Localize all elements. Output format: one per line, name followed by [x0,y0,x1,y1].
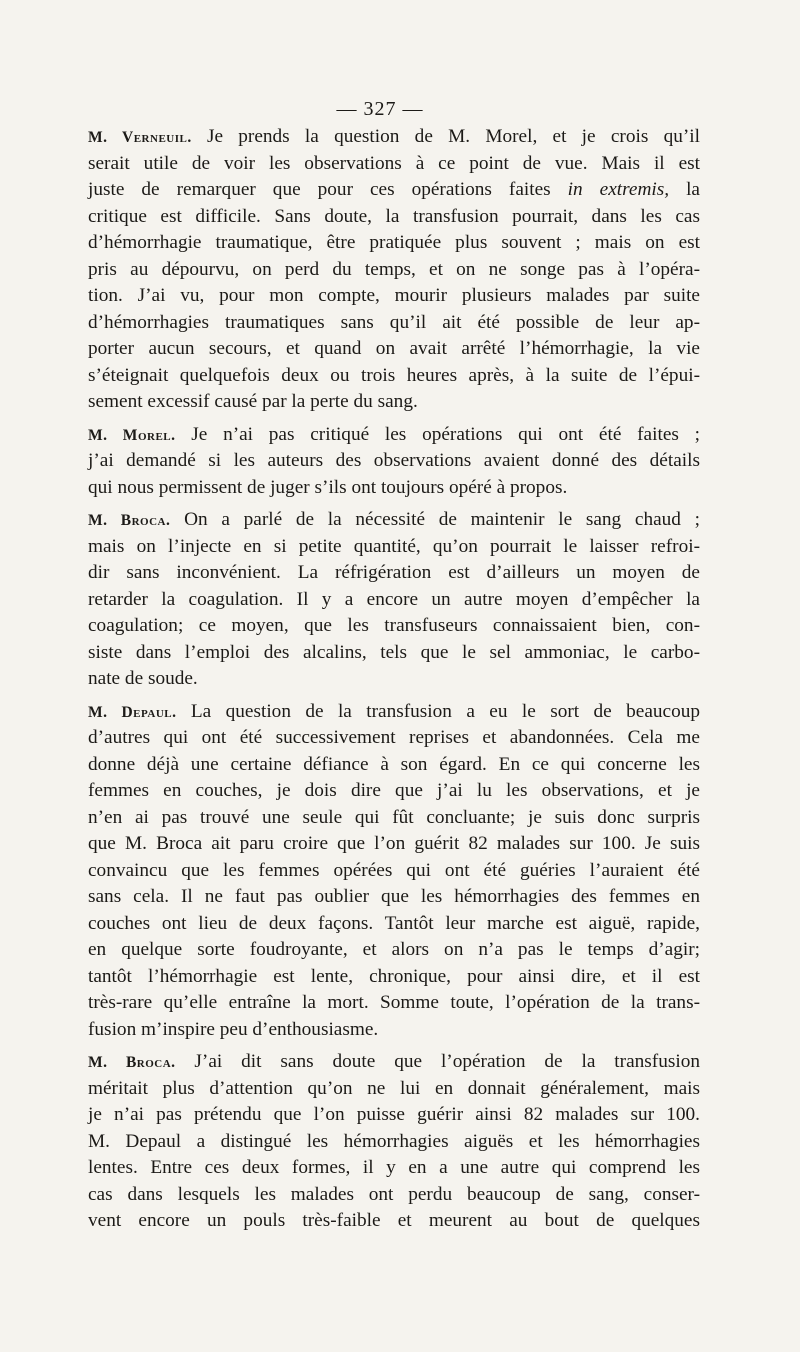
text-line: fusion m’inspire peu d’enthousiasme. [88,1018,379,1040]
page-number: — 327 — [336,98,424,120]
text-line: sans cela. Il ne faut pas oublier que les hémorrhagies des femmes en [88,886,700,907]
text-line: coagulation; ce moyen, que les transfuseurs connaissaient bien, con- [88,615,700,636]
text-line: femmes en couches, je dois dire que j’ai lu les observations, et je [88,780,700,801]
text-line: sement excessif causé par la perte du sang. [88,391,418,412]
text-line: juste de remarquer que pour ces opérations faites in extremis, la [88,179,700,200]
paragraph-verneuil [88,124,700,416]
text-line: je n’ai pas prétendu que l’on puisse guérir ainsi 82 malades sur 100. [88,1104,700,1125]
paragraph-morel [88,422,700,502]
paragraph-broca-2 [88,1049,700,1235]
text-line: M. Morel. Je n’ai pas critiqué les opérations qui ont été faites ; [88,423,701,445]
text-line: qui nous permissent de juger s’ils ont toujours opéré à propos. [88,476,568,498]
speaker-name: M. Depaul. [88,703,177,721]
speaker-name: M. Broca. [88,512,171,529]
paragraph-broca-1 [88,507,700,693]
text-line: serait utile de voir les observations à ce point de vue. Mais il est [88,152,700,174]
speaker-name: M. Verneuil. [88,129,192,146]
text-line: retarder la coagulation. Il y a encore un autre moyen d’empêcher la [88,588,700,610]
text-line: pris au dépourvu, on perd du temps, et on ne songe pas à l’opéra- [88,258,700,280]
text-line: porter aucun secours, et quand on avait arrêté l’hémorrhagie, la vie [88,338,700,359]
text-line: lentes. Entre ces deux formes, il y en a une autre qui comprend les [88,1157,700,1178]
text-line: très-rare qu’elle entraîne la mort. Somme toute, l’opération de la trans- [88,992,700,1013]
text-line: méritait plus d’attention qu’on ne lui en donnait généralement, mais [88,1077,700,1099]
text-line: n’en ai pas trouvé une seule qui fût concluante; je suis donc surpris [88,806,700,828]
text-line: tion. J’ai vu, pour mon compte, mourir plusieurs malades par suite [88,285,700,306]
text-line: vent encore un pouls très-faible et meurent au bout de quelques [88,1210,700,1231]
text-line: couches ont lieu de deux façons. Tantôt leur marche est aiguë, rapide, [88,912,700,934]
text-line: que M. Broca ait paru croire que l’on guérit 82 malades sur 100. Je suis [88,833,700,854]
text-line: tantôt l’hémorrhagie est lente, chronique, pour ainsi dire, et il est [88,965,700,987]
text-line: convaincu que les femmes opérées qui ont été guéries l’auraient été [88,859,700,881]
text-line: M. Depaul a distingué les hémorrhagies aiguës et les hémorrhagies [88,1130,700,1152]
text-line: mais on l’injecte en si petite quantité, qu’on pourrait le laisser refroi- [88,535,700,557]
text-line: d’hémorrhagie traumatique, être pratiquée plus souvent ; mais on est [88,232,700,253]
text-line: donne déjà une certaine défiance à son égard. En ce qui concerne les [88,753,700,775]
paragraph-depaul [88,699,700,1044]
text-line: d’autres qui ont été successivement reprises et abandonnées. Cela me [88,727,700,748]
text-line: M. Broca. J’ai dit sans doute que l’opération de la transfusion [88,1051,700,1072]
text-line: s’éteignait quelquefois deux ou trois heures après, à la suite de l’épui- [88,364,700,386]
text-line: nate de soude. [88,668,198,689]
text-line: M. Depaul. La question de la transfusion a eu le sort de beaucoup [88,700,700,722]
italic-phrase: in extremis, [567,179,670,200]
speaker-name: M. Morel. [88,426,176,444]
text-line: cas dans lesquels les malades ont perdu beaucoup de sang, conser- [88,1183,700,1205]
text-body [88,124,700,1241]
text-line: M. Broca. On a parlé de la nécessité de maintenir le sang chaud ; [88,509,700,530]
text-line: M. Verneuil. Je prends la question de M. Morel, et je crois qu’il [88,126,700,147]
text-line: dir sans inconvénient. La réfrigération est d’ailleurs un moyen de [88,562,700,583]
text-line: critique est difficile. Sans doute, la transfusion pourrait, dans les cas [88,205,700,227]
text-line: en quelque sorte foudroyante, et alors on n’a pas le temps d’agir; [88,939,700,960]
text-line: d’hémorrhagies traumatiques sans qu’il ait été possible de leur ap- [88,311,700,333]
text-line: siste dans l’emploi des alcalins, tels que le sel ammoniac, le carbo- [88,641,700,663]
speaker-name: M. Broca. [88,1054,176,1071]
text-line: j’ai demandé si les auteurs des observations avaient donné des détails [88,450,700,471]
